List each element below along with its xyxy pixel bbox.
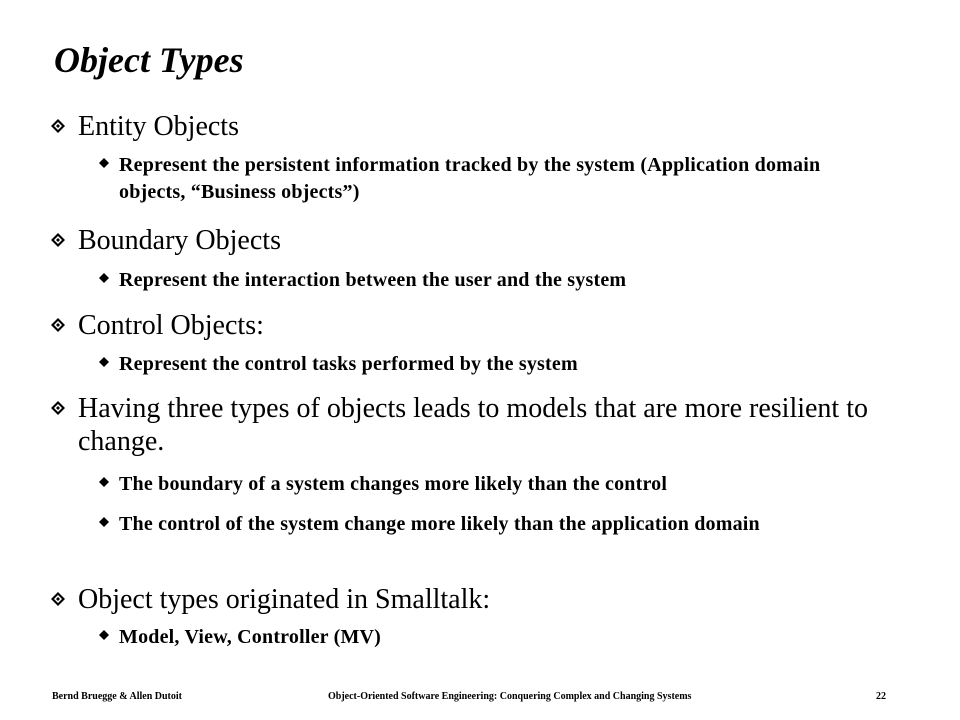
- footer-book-title: Object-Oriented Software Engineering: Conquering Complex and Changing Systems: [328, 691, 692, 702]
- diamond-bullet-icon: [50, 400, 66, 416]
- sub-bullet-mvc: Model, View, Controller (MV): [119, 626, 382, 648]
- sub-bullet-boundary-description: Represent the interaction between the user and the system: [119, 269, 627, 291]
- diamond-bullet-icon: [50, 118, 66, 134]
- bullet-three-types: Having three types of objects leads to models that are more resilient to change.: [78, 393, 868, 457]
- small-diamond-bullet-icon: [99, 158, 109, 168]
- sub-bullet-control-changes: The control of the system change more likely than the application domain: [119, 513, 760, 535]
- bullet-entity-objects: Entity Objects: [78, 111, 239, 142]
- small-diamond-bullet-icon: [99, 357, 109, 367]
- bullet-control-objects: Control Objects:: [78, 310, 264, 341]
- small-diamond-bullet-icon: [99, 517, 109, 527]
- footer-page-number: 22: [876, 691, 886, 702]
- footer-authors: Bernd Bruegge & Allen Dutoit: [52, 691, 182, 702]
- slide-title: Object Types: [54, 40, 244, 80]
- diamond-bullet-icon: [50, 591, 66, 607]
- bullet-smalltalk-origin: Object types originated in Smalltalk:: [78, 584, 491, 615]
- small-diamond-bullet-icon: [99, 273, 109, 283]
- small-diamond-bullet-icon: [99, 477, 109, 487]
- slide-footer: [0, 689, 960, 705]
- sub-bullet-control-description: Represent the control tasks performed by the system: [119, 353, 578, 375]
- sub-bullet-entity-description: Represent the persistent information tracked by the system (Application domain objects, “Business objects”): [119, 154, 821, 203]
- diamond-bullet-icon: [50, 232, 66, 248]
- diamond-bullet-icon: [50, 317, 66, 333]
- sub-bullet-boundary-changes: The boundary of a system changes more likely than the control: [119, 473, 668, 495]
- bullet-boundary-objects: Boundary Objects: [78, 225, 281, 256]
- small-diamond-bullet-icon: [99, 630, 109, 640]
